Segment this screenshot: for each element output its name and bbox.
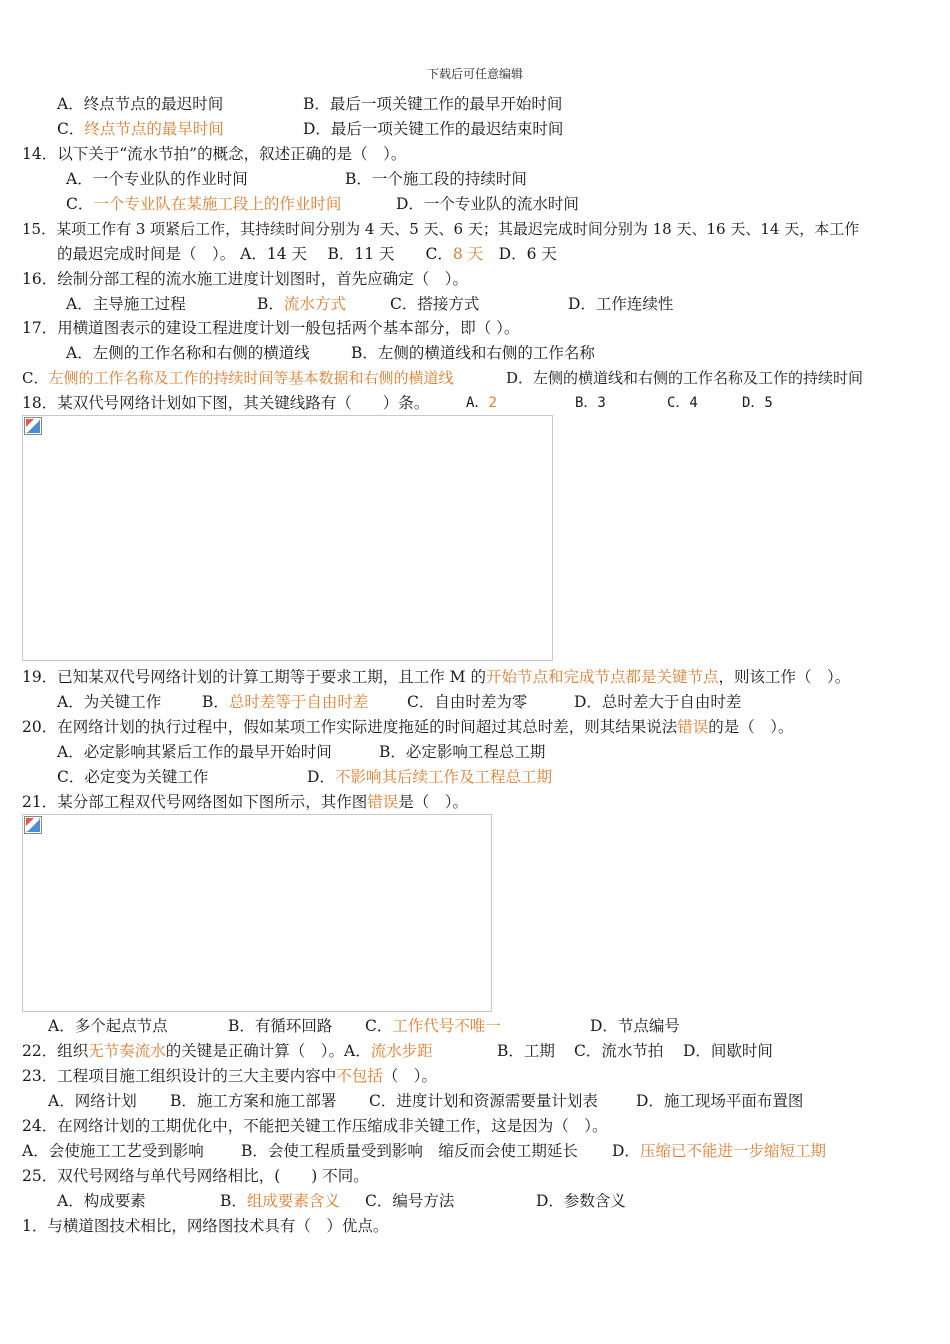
- q14-stem: 14．以下关于“流水节拍”的概念，叙述正确的是（ ）。: [22, 145, 407, 163]
- q17-option-c: [22, 368, 454, 388]
- option-label: D．: [307, 768, 335, 786]
- q20-stem: [22, 717, 794, 737]
- q13-option-d: D．最后一项关键工作的最迟结束时间: [303, 120, 564, 138]
- q15-stem-text: 的最迟完成时间是（ ）。 A．14 天 B．11 天 C．: [57, 245, 453, 263]
- q15-stem-line2: [57, 244, 557, 264]
- stem-text: 的关键是正确计算（ ）。A．: [165, 1042, 371, 1060]
- stem-highlight: 开始节点和完成节点都是关键节点: [485, 668, 719, 686]
- q25-option-a: A．构成要素: [57, 1192, 146, 1210]
- q18-stem: 18．某双代号网络计划如下图，其关键线路有（ ）条。: [22, 394, 430, 412]
- q25-option-b: [220, 1191, 340, 1211]
- option-label: D．: [612, 1142, 640, 1160]
- answer-highlight: 8 天: [452, 245, 484, 263]
- q20-option-d: [307, 767, 552, 787]
- q14-option-c: [66, 194, 341, 214]
- q21-option-b: B．有循环回路: [228, 1017, 333, 1035]
- stem-text: 20．在网络计划的执行过程中，假如某项工作实际进度拖延的时间超过其总时差，则其结果说法: [22, 718, 678, 736]
- q24-option-b: B．会使工程质量受到影响 缩反而会使工期延长: [241, 1142, 578, 1160]
- stem-text: 23．工程项目施工组织设计的三大主要内容中: [22, 1067, 337, 1085]
- stem-text: 21．某分部工程双代号网络图如下图所示，其作图: [22, 793, 368, 811]
- q16-option-a: A．主导施工过程: [66, 295, 186, 313]
- answer-highlight: 一个专业队在某施工段上的作业时间: [93, 195, 342, 213]
- answer-highlight: 工作代号不唯一: [392, 1017, 501, 1035]
- q20-option-b: B．必定影响工程总工期: [379, 743, 546, 761]
- option-label: C．: [57, 120, 85, 138]
- stem-highlight: 不包括: [336, 1067, 383, 1085]
- q23-stem: [22, 1066, 437, 1086]
- q16-stem: 16．绘制分部工程的流水施工进度计划图时，首先应确定（ ）。: [22, 270, 468, 288]
- q19-option-a: A．为关键工作: [57, 693, 162, 711]
- answer-highlight: 终点节点的最早时间: [84, 120, 224, 138]
- answer-highlight: 组成要素含义: [246, 1192, 340, 1210]
- q16-option-d: D．工作连续性: [568, 295, 674, 313]
- answer-highlight: 不影响其后续工作及工程总工期: [334, 768, 552, 786]
- stem-text: 的是（ ）。: [708, 718, 794, 736]
- q17-stem: 17．用横道图表示的建设工程进度计划一般包括两个基本部分，即（ ）。: [22, 319, 520, 337]
- q13-option-b: B．最后一项关键工作的最早开始时间: [303, 95, 563, 113]
- q23-option-c: C．进度计划和资源需要量计划表: [369, 1092, 598, 1110]
- q14-option-a: A．一个专业队的作业时间: [66, 170, 248, 188]
- q23-option-b: B．施工方案和施工部署: [170, 1092, 337, 1110]
- option-label: C．: [365, 1017, 393, 1035]
- q20-option-c: C．必定变为关键工作: [57, 768, 209, 786]
- q25-option-d: D．参数含义: [536, 1192, 626, 1210]
- stem-text: 是（ ）。: [398, 793, 469, 811]
- q22-option-d: D．间歇时间: [683, 1042, 773, 1060]
- answer-highlight: 2: [488, 395, 497, 411]
- network-diagram-image: [22, 814, 492, 1012]
- q23-option-d: D．施工现场平面布置图: [636, 1092, 804, 1110]
- answer-highlight: 压缩已不能进一步缩短工期: [639, 1142, 826, 1160]
- answer-highlight: 流水方式: [283, 295, 346, 313]
- stem-highlight: 错误: [367, 793, 399, 811]
- broken-image-icon: [24, 816, 42, 834]
- option-label: B．: [202, 693, 229, 711]
- stem-highlight: 无节奏流水: [88, 1042, 166, 1060]
- q19-option-c: C．自由时差为零: [407, 693, 528, 711]
- q13-option-a: A．终点节点的最迟时间: [57, 95, 224, 113]
- q17-option-b: B．左侧的横道线和右侧的工作名称: [351, 344, 595, 362]
- option-label: B．: [220, 1192, 247, 1210]
- q17-option-d: D．左侧的横道线和右侧的工作名称及工作的持续时间: [506, 369, 864, 387]
- q18-option-a: [466, 393, 497, 413]
- q22-stem: [22, 1041, 433, 1061]
- stem-text: 19．已知某双代号网络计划的计算工期等于要求工期，且工作 M 的: [22, 668, 486, 686]
- q19-option-b: [202, 692, 368, 712]
- option-label: B．: [257, 295, 284, 313]
- q22-option-b: B．工期: [497, 1042, 555, 1060]
- stem-text: 22．组织: [22, 1042, 89, 1060]
- q24-stem: 24．在网络计划的工期优化中，不能把关键工作压缩成非关键工作，这是因为（ ）。: [22, 1117, 608, 1135]
- q17-option-a: A．左侧的工作名称和右侧的横道线: [66, 344, 310, 362]
- q18-option-b: B．3: [575, 395, 606, 411]
- q16-option-c: C．搭接方式: [390, 295, 480, 313]
- stem-highlight: 错误: [677, 718, 709, 736]
- q18-option-c: C．4: [667, 395, 698, 411]
- q23-option-a: A．网络计划: [48, 1092, 137, 1110]
- q21-option-c: [365, 1016, 501, 1036]
- option-label: C．: [22, 369, 49, 387]
- page-header: 下载后可任意编辑: [426, 67, 523, 81]
- q19-stem: [22, 667, 850, 687]
- q21-option-a: A．多个起点节点: [48, 1017, 168, 1035]
- network-diagram-image: [22, 415, 553, 661]
- q14-option-d: D．一个专业队的流水时间: [396, 195, 579, 213]
- q22-option-c: C．流水节拍: [574, 1042, 664, 1060]
- q21-option-d: D．节点编号: [590, 1017, 680, 1035]
- q24-option-a: A．会使施工工艺受到影响: [22, 1142, 204, 1160]
- option-label: A．: [466, 395, 489, 411]
- q24-option-d: [612, 1141, 826, 1161]
- q25-option-c: C．编号方法: [365, 1192, 455, 1210]
- q16-option-b: [257, 294, 346, 314]
- answer-highlight: 左侧的工作名称及工作的持续时间等基本数据和右侧的横道线: [48, 369, 454, 387]
- q21-stem: [22, 792, 468, 812]
- option-label: C．: [66, 195, 94, 213]
- answer-highlight: 流水步距: [370, 1042, 433, 1060]
- q20-option-a: A．必定影响其紧后工作的最早开始时间: [57, 743, 332, 761]
- stem-text: ，则该工作（ ）。: [718, 668, 851, 686]
- q13-option-c: [57, 119, 224, 139]
- q14-option-b: B．一个施工段的持续时间: [345, 170, 527, 188]
- q25-stem: 25．双代号网络与单代号网络相比，( ) 不同。: [22, 1167, 369, 1185]
- q18-option-d: D．5: [742, 395, 773, 411]
- answer-highlight: 总时差等于自由时差: [228, 693, 369, 711]
- q15-option-d: D．6 天: [498, 245, 557, 263]
- q1-stem: 1．与横道图技术相比，网络图技术具有（ ）优点。: [22, 1217, 389, 1235]
- broken-image-icon: [24, 417, 42, 435]
- stem-text: （ ）。: [382, 1067, 438, 1085]
- q19-option-d: D．总时差大于自由时差: [574, 693, 742, 711]
- q15-stem-line1: 15．某项工作有 3 项紧后工作，其持续时间分别为 4 天、5 天、6 天；其最迟完成时间分别为 18 天、16 天、14 天，本工作: [22, 220, 860, 238]
